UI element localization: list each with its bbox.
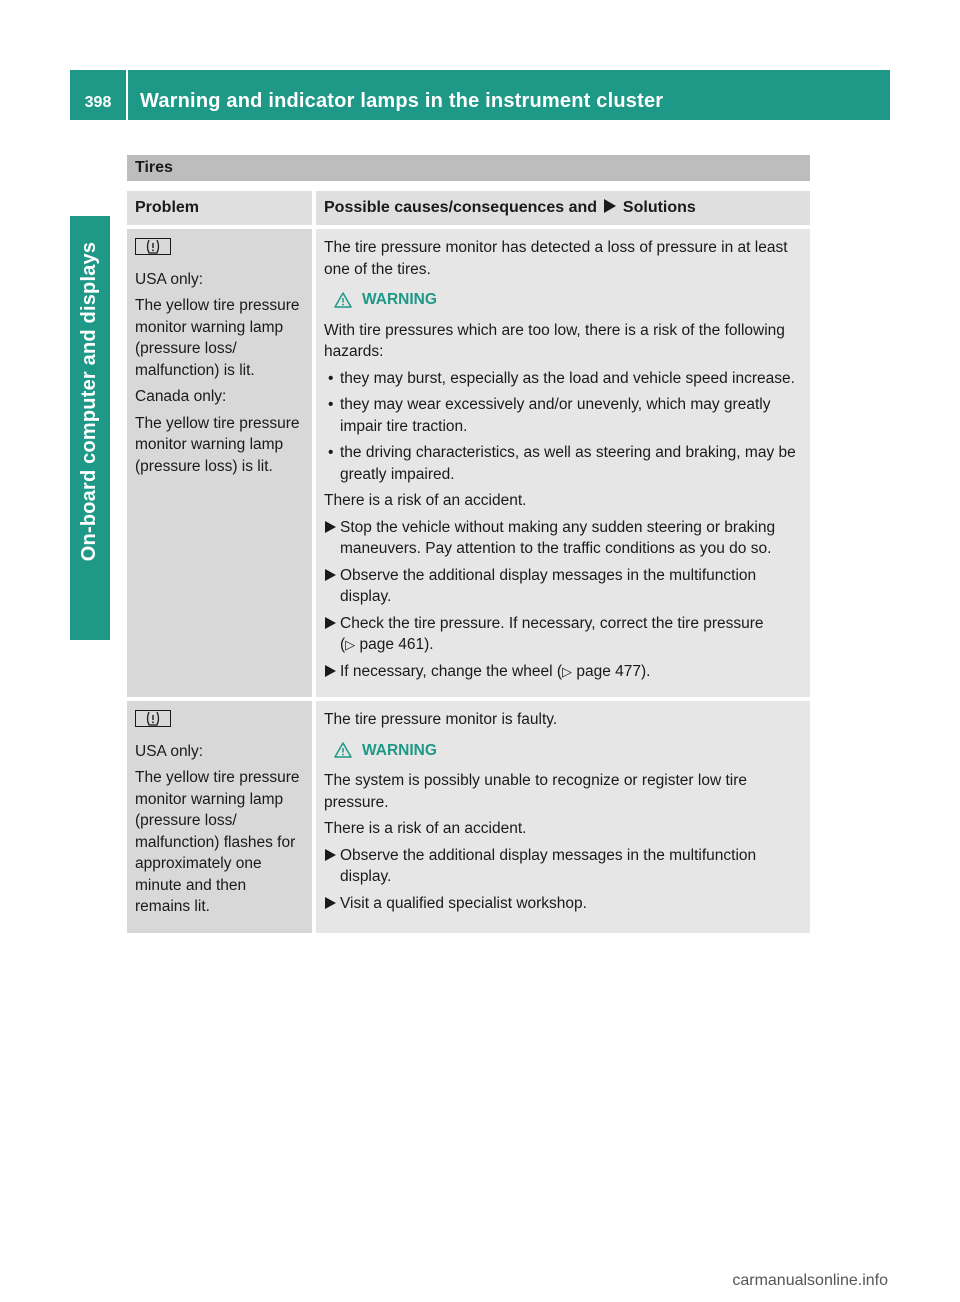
page-reference-icon: ▷ — [562, 663, 573, 679]
action-step: Check the tire pressure. If necessary, correct the tire pressure (▷ page 461). — [324, 613, 802, 656]
action-arrow-icon — [325, 569, 336, 581]
column-header-solutions-text: Possible causes/consequences and — [324, 199, 598, 217]
problem-cell — [127, 701, 314, 933]
list-item: • they may wear excessively and/or unevenly, which may greatly impair tire traction. — [328, 396, 771, 435]
problem-cell — [127, 229, 314, 697]
action-step: Stop the vehicle without making any sudden steering or braking maneuvers. Pay attention to the traffic conditions as you do so. — [324, 517, 802, 560]
problem-text: USA only: — [135, 270, 204, 288]
problem-text: The yellow tire pressure monitor warning lamp (pressure loss) is lit. — [135, 414, 300, 475]
column-header-solutions-suffix: Solutions — [622, 199, 696, 217]
table-row — [127, 701, 810, 933]
warning-heading — [334, 289, 802, 311]
footer-watermark: carmanualsonline.info — [732, 1272, 888, 1289]
action-arrow-icon — [325, 849, 336, 861]
problem-text: USA only: — [135, 742, 204, 760]
risk-text: There is a risk of an accident. — [324, 492, 527, 509]
page-number: 398 — [84, 94, 112, 111]
solution-cell — [314, 701, 810, 933]
problem-text: The yellow tire pressure monitor warning lamp (pressure loss/ malfunction) is lit. — [135, 297, 300, 379]
page-reference-link[interactable]: page 477). — [576, 662, 651, 680]
list-item: • the driving characteristics, as well as steering and braking, may be greatly impaired. — [328, 444, 796, 483]
warning-heading — [334, 740, 802, 762]
warning-label: WARNING — [362, 291, 437, 308]
warning-text: The system is possibly unable to recognize or register low tire pressure. — [324, 772, 747, 811]
action-arrow-icon — [325, 897, 336, 909]
problem-table — [127, 191, 810, 933]
column-header-solutions — [314, 191, 810, 225]
action-arrow-icon — [325, 665, 336, 677]
side-tab-label: On-board computer and displays — [78, 241, 101, 561]
warning-triangle-icon — [334, 292, 352, 308]
page-reference-link[interactable]: page 461). — [359, 636, 434, 653]
action-step: Visit a qualified specialist workshop. — [324, 893, 802, 915]
header-divider — [126, 70, 128, 120]
problem-text: The yellow tire pressure monitor warning lamp (pressure loss/ malfunction) flashes for approximately one minute and then remains lit. — [135, 769, 300, 915]
section-title: Tires — [127, 155, 810, 181]
table-header-row — [127, 191, 810, 225]
list-item: • they may burst, especially as the load and vehicle speed increase. — [328, 369, 795, 387]
tire-pressure-icon — [135, 710, 171, 727]
table-row — [127, 229, 810, 697]
page-title: Warning and indicator lamps in the instrument cluster — [140, 90, 664, 112]
action-step: If necessary, change the wheel (▷ page 477). — [324, 661, 802, 683]
play-arrow-icon — [603, 199, 616, 213]
solution-cell — [314, 229, 810, 697]
action-arrow-icon — [325, 617, 336, 629]
action-step: Observe the additional display messages in the multifunction display. — [324, 565, 802, 608]
problem-text: Canada only: — [135, 388, 227, 405]
warning-text: With tire pressures which are too low, there is a risk of the following hazards: — [324, 321, 785, 360]
action-step: Observe the additional display messages in the multifunction display. — [324, 845, 802, 888]
warning-label: WARNING — [362, 741, 437, 759]
action-arrow-icon — [325, 521, 336, 533]
risk-text: There is a risk of an accident. — [324, 820, 527, 837]
column-header-problem: Problem — [127, 191, 314, 225]
solution-intro: The tire pressure monitor has detected a loss of pressure in at least one of the tires. — [324, 239, 788, 278]
tire-pressure-icon — [135, 238, 171, 255]
side-tab-label-wrap — [70, 216, 110, 586]
solution-intro: The tire pressure monitor is faulty. — [324, 711, 558, 728]
warning-triangle-icon — [334, 742, 352, 758]
page-header — [70, 70, 890, 120]
page-reference-icon: ▷ — [345, 637, 356, 652]
